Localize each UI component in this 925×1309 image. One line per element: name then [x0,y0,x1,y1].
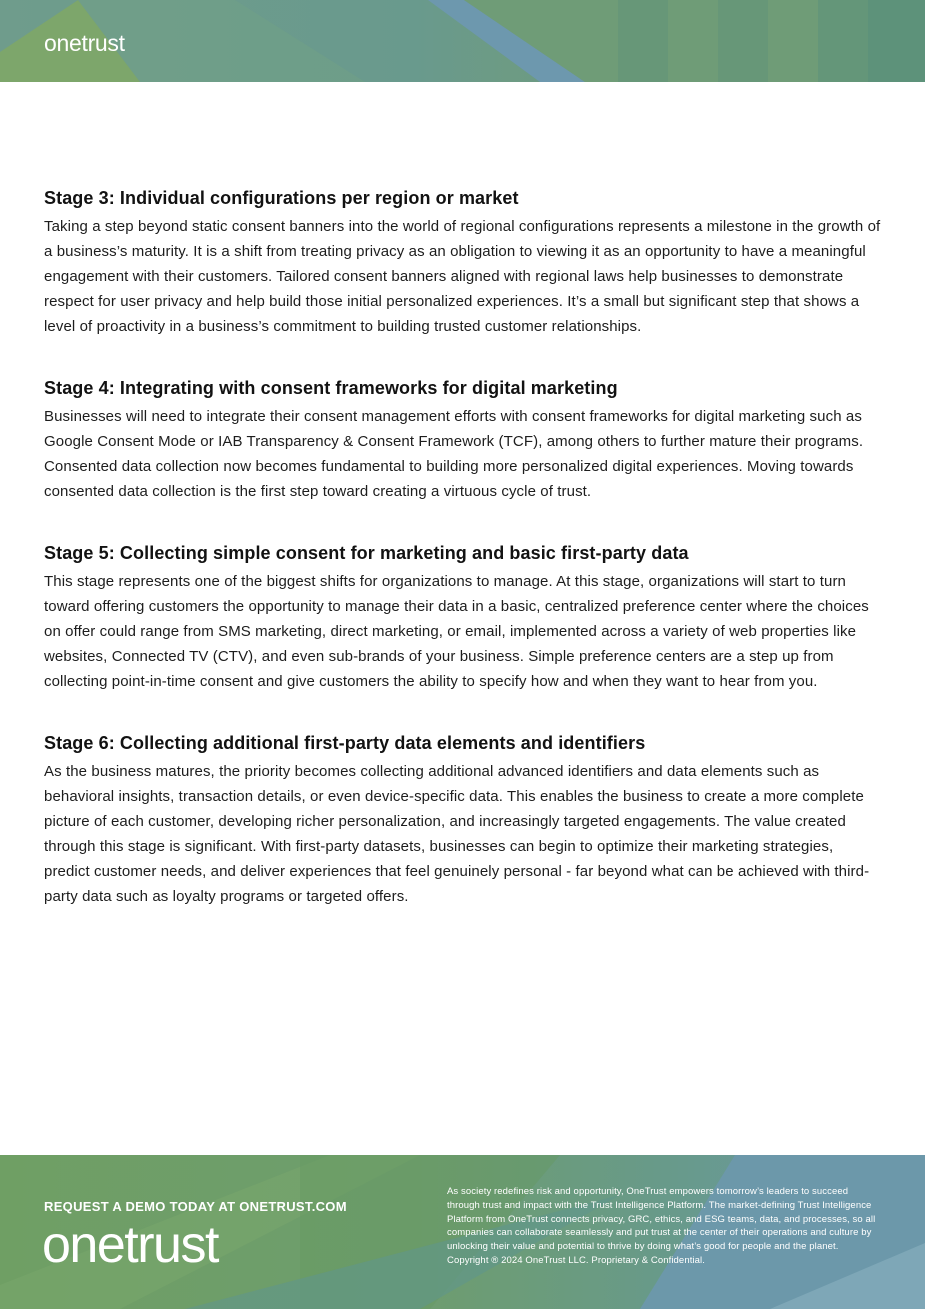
footer-text-block [447,1185,877,1268]
stage-5-section [44,541,881,694]
stage-3-paragraph: Taking a step beyond static consent banners into the world of regional configurations represents a milestone in the growth of a business’s maturity. It is a shift from treating privacy as an obligation to viewing it as an opportunity to have a meaningful engagement with their customers. Tailored consent banners aligned with regional laws help businesses to demonstrate respect for user privacy and help build those initial personalized experiences. It’s a small but significant step that shows a level of proactivity in a business’s commitment to building trusted customer relationships. [44,218,881,335]
onetrust-footer-logo: onetrust [42,1216,218,1274]
stage-3-heading: Stage 3: Individual configurations per region or market [44,188,519,208]
stage-4-section [44,376,881,504]
document-body [0,82,925,946]
footer-banner [0,1155,925,1309]
footer-copyright: Copyright ® 2024 OneTrust LLC. Proprietary & Confidential. [447,1254,705,1266]
stage-5-heading: Stage 5: Collecting simple consent for marketing and basic first-party data [44,543,689,563]
request-demo-link[interactable]: REQUEST A DEMO TODAY AT ONETRUST.COM [44,1199,347,1214]
stage-4-paragraph: Businesses will need to integrate their consent management efforts with consent frameworks for digital marketing such as Google Consent Mode or IAB Transparency & Consent Framework (TCF), among others to further mature their programs. Consented data collection now becomes fundamental to building more personalized digital experiences. Moving towards consented data collection is the first step toward creating a virtuous cycle of trust. [44,408,864,500]
header-banner-graphic [0,0,925,82]
stage-5-paragraph: This stage represents one of the biggest shifts for organizations to manage. At this stage, organizations will start to turn toward offering customers the opportunity to manage their data in a basic, centralized preference center where the choices on offer could range from SMS marketing, direct marketing, or email, implemented across a variety of web properties like websites, Connected TV (CTV), and even sub-brands of your business. Simple preference centers are a step up from collecting point-in-time consent and give customers the ability to specify how and when they want to hear from you. [44,573,869,690]
stage-3-section [44,186,881,339]
stage-6-heading: Stage 6: Collecting additional first-party data elements and identifiers [44,733,646,753]
footer-content [0,1155,925,1309]
footer-about-text: As society redefines risk and opportunity, OneTrust empowers tomorrow’s leaders to succeed through trust and impact with the Trust Intelligence Platform. The market-defining Trust Intelligence Platform from OneTrust connects privacy, GRC, ethics, and ESG teams, data, and processes, so all companies can collaborate seamlessly and put trust at the center of their operations and culture by unlocking their value and potential to thrive by doing what’s good for people and the planet. [447,1186,876,1253]
stage-6-paragraph: As the business matures, the priority becomes collecting additional advanced identifiers and data elements such as behavioral insights, transaction details, or even device-specific data. This enables the business to create a more complete picture of each customer, developing richer personalization, and increasingly targeted engagements. The value created through this stage is significant. With first-party datasets, businesses can begin to optimize their marketing strategies, predict customer needs, and deliver experiences that feel genuinely personal - far beyond what can be achieved with third-party data such as loyalty programs or targeted offers. [44,763,870,905]
stage-4-heading: Stage 4: Integrating with consent frameworks for digital marketing [44,378,618,398]
onetrust-header-logo: onetrust [44,30,125,56]
stage-6-section [44,731,881,909]
header-banner [0,0,925,82]
